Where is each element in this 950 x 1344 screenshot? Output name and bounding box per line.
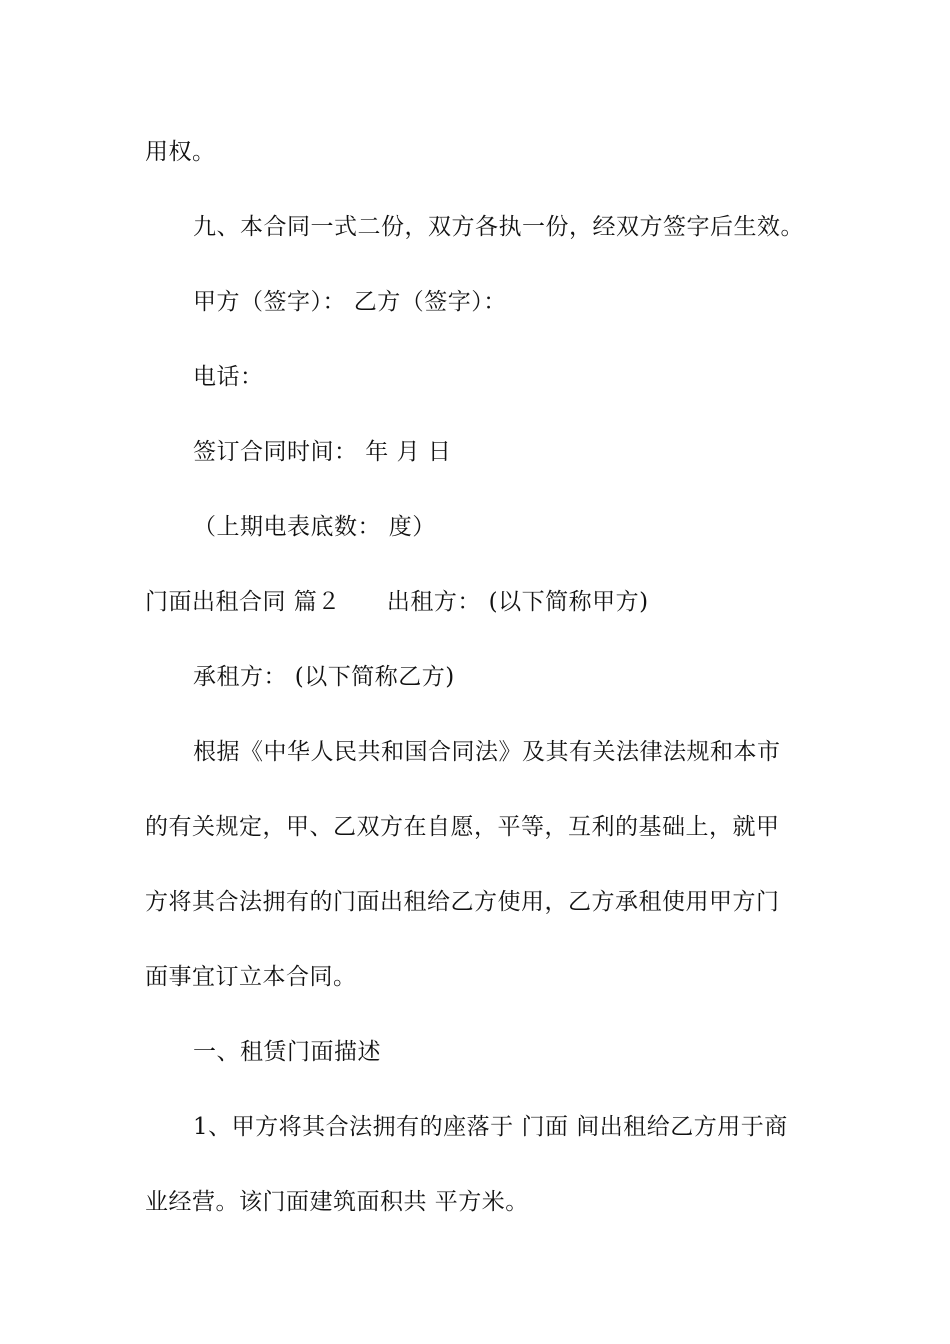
contract-title-line xyxy=(145,587,649,617)
text-line-usage-right: 用权。 xyxy=(145,139,216,165)
body-paragraph-line-3: 方将其合法拥有的门面出租给乙方使用，乙方承租使用甲方门 xyxy=(145,889,780,915)
contract-title: 门面出租合同 篇２ xyxy=(145,589,341,615)
signature-line: 甲方（签字）： 乙方（签字）： xyxy=(193,289,507,315)
body-paragraph-line-1: 根据《中华人民共和国合同法》及其有关法律法规和本市 xyxy=(193,739,781,765)
lessee-line: 承租方： (以下简称乙方) xyxy=(193,664,455,690)
body-paragraph-line-2: 的有关规定，甲、乙双方在自愿，平等，互利的基础上，就甲 xyxy=(145,814,780,840)
signing-date-line: 签订合同时间： 年 月 日 xyxy=(193,439,452,465)
clause-one-line-1: 1、甲方将其合法拥有的座落于 门面 间出租给乙方用于商 xyxy=(193,1114,788,1140)
clause-one-line-2: 业经营。该门面建筑面积共 平方米。 xyxy=(145,1189,529,1215)
body-paragraph-line-4: 面事宜订立本合同。 xyxy=(145,964,357,990)
phone-line: 电话： xyxy=(193,364,264,390)
section-heading-one: 一、租赁门面描述 xyxy=(193,1039,381,1065)
meter-reading-line: （上期电表底数： 度） xyxy=(193,514,436,540)
clause-nine: 九、本合同一式二份，双方各执一份，经双方签字后生效。 xyxy=(193,214,804,240)
lessor-label: 出租方： (以下简称甲方) xyxy=(386,589,649,615)
